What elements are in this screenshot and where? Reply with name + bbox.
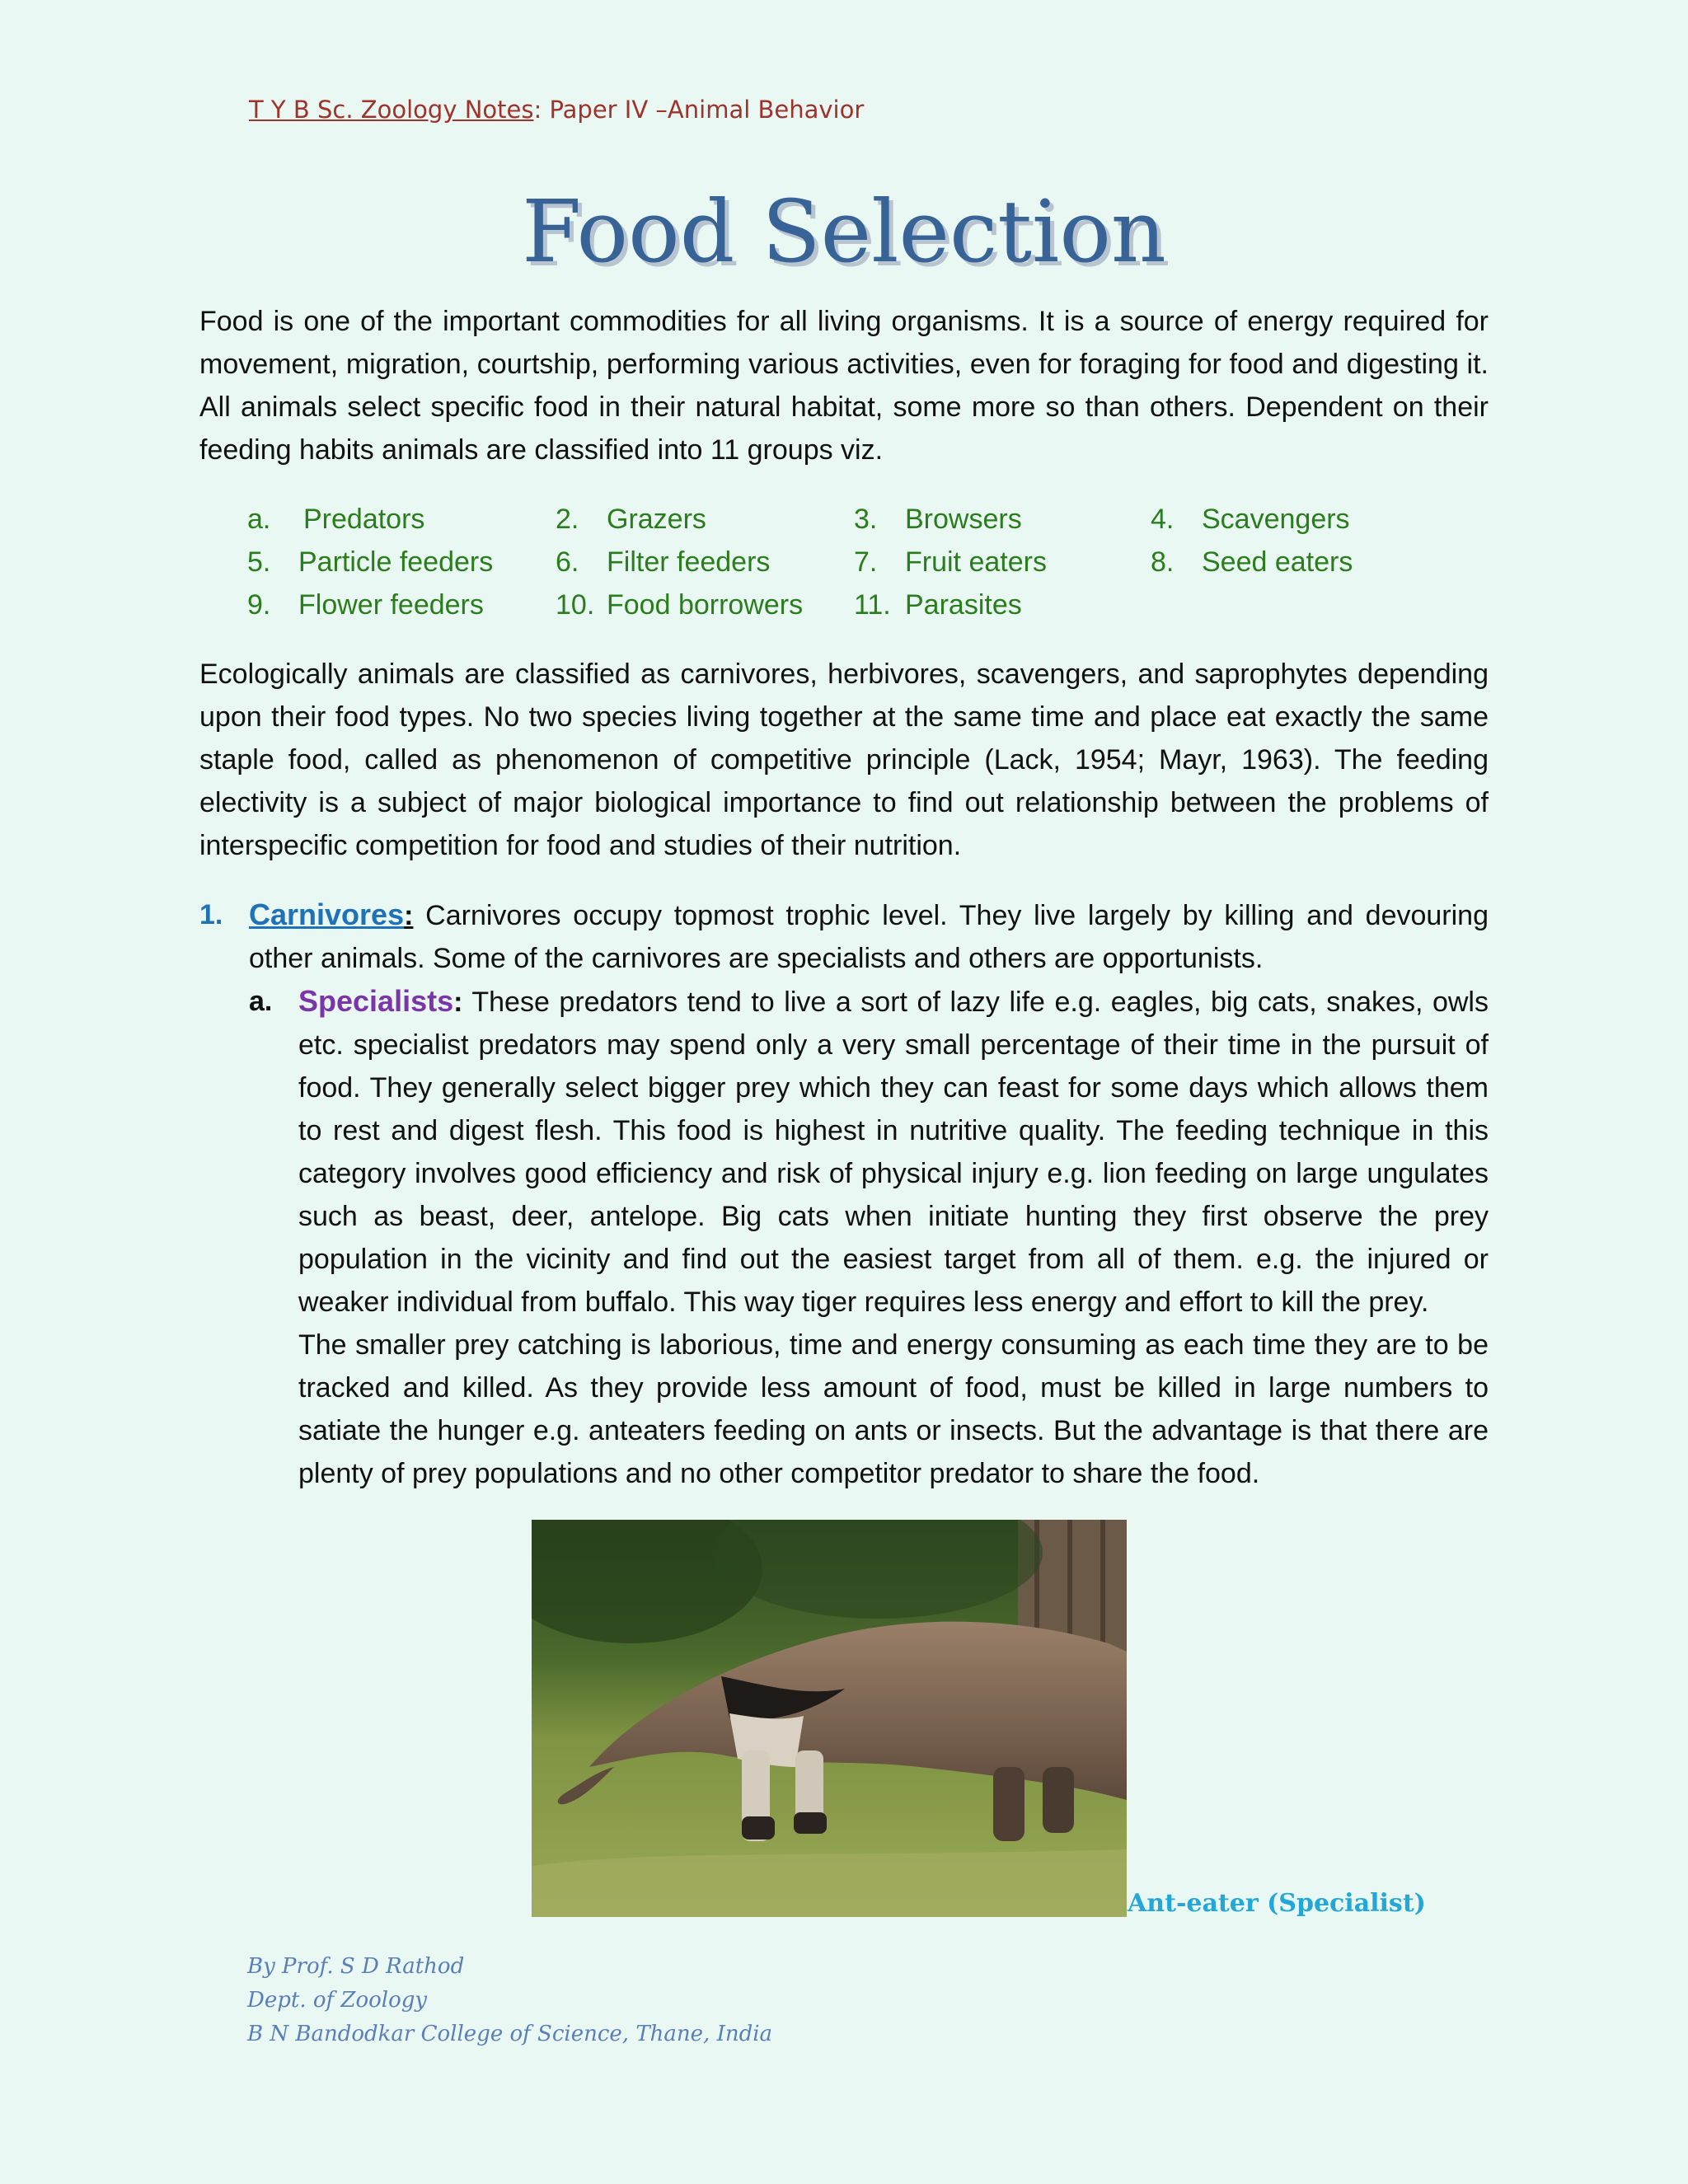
group-number: 8.: [1151, 546, 1175, 578]
author-department: Dept. of Zoology: [247, 1988, 428, 2013]
section-text: Carnivores occupy topmost trophic level. They live largely by killing and devouring other animals. Some of the carnivores are specialists and others are opportunists.: [249, 900, 1489, 974]
group-number: 11.: [854, 589, 891, 621]
subsection-heading-colon: :: [453, 987, 463, 1018]
page-title: Food Selection: [522, 181, 1166, 282]
section-number: 1.: [199, 899, 223, 930]
group-label: Fruit eaters: [905, 546, 1047, 578]
group-label: Food borrowers: [607, 589, 804, 621]
group-label: Filter feeders: [607, 546, 771, 578]
subsection-text-2: The smaller prey catching is laborious, time and energy consuming as each time they are to be tracked and killed. As they provide less amount of food, must be killed in large numbers to satiate the hunger e.g. anteaters feeding on ants or insects. But the advantage is that there are plenty of prey populations and no other competitor predator to share the food.: [298, 1329, 1489, 1489]
section-carnivores: [199, 893, 1489, 1495]
group-label: Predators: [303, 504, 425, 535]
group-label: Grazers: [607, 504, 706, 535]
group-number: 6.: [556, 546, 579, 578]
anteater-photo: [532, 1520, 1127, 1917]
subsection-specialists: [249, 980, 1489, 1495]
intro-paragraph: Food is one of the important commodities for all living organisms. It is a source of energy required for movement, migration, courtship, performing various activities, even for foraging for food and digesting it. All animals select specific food in their natural habitat, some more so than others. Dependent on their feeding habits animals are classified into 11 groups viz.: [199, 306, 1489, 466]
group-label: Browsers: [905, 504, 1022, 535]
group-number: 7.: [854, 546, 878, 578]
subsection-number: a.: [249, 986, 273, 1017]
photo-caption: Ant-eater (Specialist): [1128, 1889, 1426, 1918]
group-label: Parasites: [905, 589, 1022, 621]
group-number: 2.: [556, 504, 579, 535]
author-college: B N Bandodkar College of Science, Thane, India: [247, 2022, 773, 2046]
subsection-text: These predators tend to live a sort of lazy life e.g. eagles, big cats, snakes, owls etc. specialist predators may spend only a very small percentage of their time in the pursuit of food. They generally select bigger prey which they can feast for some days which allows them to rest and digest flesh. This food is highest in nutritive quality. The feeding technique in this category involves good efficiency and risk of physical injury e.g. lion feeding on large ungulates such as beast, deer, antelope. Big cats when initiate hunting they first observe the prey population in the vicinity and find out the easiest target from all of them. e.g. the injured or weaker individual from buffalo. This way tiger requires less energy and effort to kill the prey.: [298, 987, 1489, 1318]
section-body: [249, 893, 1489, 980]
section-heading-colon: :: [404, 900, 414, 931]
group-label: Particle feeders: [298, 546, 494, 578]
group-label: Scavengers: [1202, 504, 1350, 535]
ecology-paragraph: Ecologically animals are classified as carnivores, herbivores, scavengers, and saprophytes depending upon their food types. No two species living together at the same time and place eat exactly the same staple food, called as phenomenon of competitive principle (Lack, 1954; Mayr, 1963). The feeding electivity is a subject of major biological importance to find out relationship between the problems of interspecific competition for food and studies of their nutrition.: [199, 658, 1489, 861]
page-header: [249, 96, 864, 124]
group-number: 9.: [247, 589, 271, 621]
group-label: Seed eaters: [1202, 546, 1353, 578]
subsection-body: [298, 980, 1489, 1324]
group-number: 5.: [247, 546, 271, 578]
group-number: 10.: [556, 589, 595, 621]
group-label: Flower feeders: [298, 589, 484, 621]
header-subtitle: : Paper IV –Animal Behavior: [533, 96, 865, 124]
subsection-heading: Specialists: [298, 984, 454, 1018]
author-name: By Prof. S D Rathod: [247, 1954, 465, 1979]
group-number: a.: [247, 504, 271, 535]
notes-link[interactable]: T Y B Sc. Zoology Notes: [249, 96, 534, 124]
author-footer: [247, 1950, 772, 2051]
group-number: 4.: [1151, 504, 1175, 535]
group-number: 3.: [854, 504, 878, 535]
section-heading: Carnivores: [249, 898, 405, 931]
